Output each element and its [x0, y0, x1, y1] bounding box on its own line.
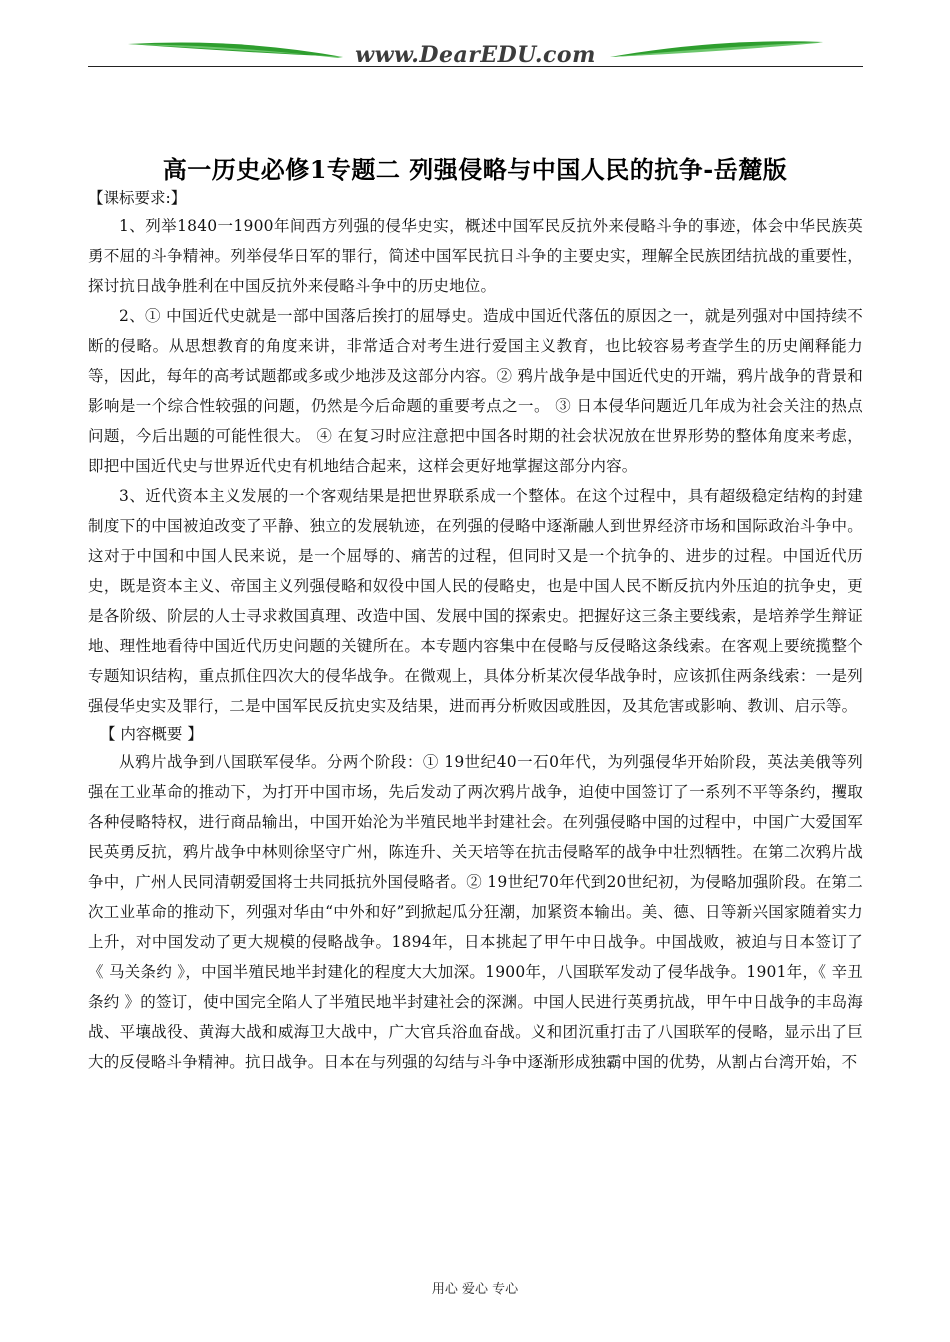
section-heading-requirements: 【课标要求:】 — [88, 189, 187, 207]
paragraph: 2、① 中国近代史就是一部中国落后挨打的屈辱史。造成中国近代落伍的原因之一，就是列强对中国持续不断的侵略。从思想教育的角度来讲，非常适合对考生进行爱国主义教育，也比较容易考查学生的历史阐释能力等，因此，每年的高考试题都或多或少地涉及这部分内容。② 鸦片战争是中国近代史的开端，鸦片战争的背景和影响是一个综合性较强的问题，仍然是今后命题的重要考点之一。 ③ 日本侵华问题近几年成为社会关注的热点问题，今后出题的可能性很大。 ④ 在复习时应注意把中国各时期的社会状况放在世界形势的整体角度来考虑，即把中国近代史与世界近代史有机地结合起来，这样会更好地掌握这部分内容。 — [88, 307, 863, 475]
paragraph: 从鸦片战争到八国联军侵华。分两个阶段：① 19世纪40一石0年代，为列强侵华开始阶段，英法美俄等列强在工业革命的推动下，为打开中国市场，先后发动了两次鸦片战争，迫使中国签订了一系列不平等条约，攫取各种侵略特权，进行商品输出，中国开始沦为半殖民地半封建社会。在列强侵略中国的过程中，中国广大爱国军民英勇反抗，鸦片战争中林则徐坚守广州，陈连升、关天培等在抗击侵略军的战争中壮烈牺牲。在第二次鸦片战争中，广州人民同清朝爱国将士共同抵抗外国侵略者。② 19世纪70年代到20世纪初，为侵略加强阶段。在第二次工业革命的推动下，列强对华由“中外和好”到掀起瓜分狂潮，加紧资本输出。美、德、日等新兴国家随着实力上升，对中国发动了更大规模的侵略战争。1894年，日本挑起了甲午中日战争。中国战败，被迫与日本签订了《 马关条约 》，中国半殖民地半封建化的程度大大加深。1900年，八国联军发动了侵华战争。1901年，《 辛丑条约 》的签订，使中国完全陷人了半殖民地半封建社会的深渊。中国人民进行英勇抗战，甲午中日战争的丰岛海战、平壤战役、黄海大战和威海卫大战中，广大官兵浴血奋战。义和团沉重打击了八国联军的侵略，显示出了巨大的反侵略斗争精神。抗日战争。日本在与列强的勾结与斗争中逐渐形成独霸中国的优势，从割占台湾开始，不 — [88, 753, 863, 1071]
header-divider — [88, 66, 863, 67]
section-heading-summary: 【 内容概要 】 — [100, 725, 203, 743]
paragraph: 1、列举1840一1900年间西方列强的侵华史实，概述中国军民反抗外来侵略斗争的事迹，体会中华民族英勇不屈的斗争精神。列举侵华日军的罪行，简述中国军民抗日斗争的主要史实，理解全民族团结抗战的重要性，探讨抗日战争胜利在中国反抗外来侵略斗争中的历史地位。 — [88, 217, 863, 295]
document-title: 高一历史必修1专题二 列强侵略与中国人民的抗争-岳麓版 — [162, 155, 788, 185]
page-header — [88, 30, 863, 70]
page-footer: 用心 爱心 专心 — [431, 1282, 519, 1297]
paragraph: 3、近代资本主义发展的一个客观结果是把世界联系成一个整体。在这个过程中，具有超级稳定结构的封建制度下的中国被迫改变了平静、独立的发展轨迹，在列强的侵略中逐渐融人到世界经济市场和国际政治斗争中。这对于中国和中国人民来说，是一个屈辱的、痛苦的过程，但同时又是一个抗争的、进步的过程。中国近代历史，既是资本主义、帝国主义列强侵略和奴役中国人民的侵略史，也是中国人民不断反抗内外压迫的抗争史，更是各阶级、阶层的人士寻求救国真理、改造中国、发展中国的探索史。把握好这三条主要线索，是培养学生辩证地、理性地看待中国近代历史问题的关键所在。本专题内容集中在侵略与反侵略这条线索。在客观上要统揽整个专题知识结构，重点抓住四次大的侵华战争。在微观上，具体分析某次侵华战争时，应该抓住两条线索：一是列强侵华史实及罪行，二是中国军民反抗史实及结果，进而再分析败因或胜因，及其危害或影响、教训、启示等。 — [88, 487, 863, 715]
document-body — [88, 185, 863, 1077]
site-logo-text: www.DearEDU.com — [355, 42, 596, 68]
